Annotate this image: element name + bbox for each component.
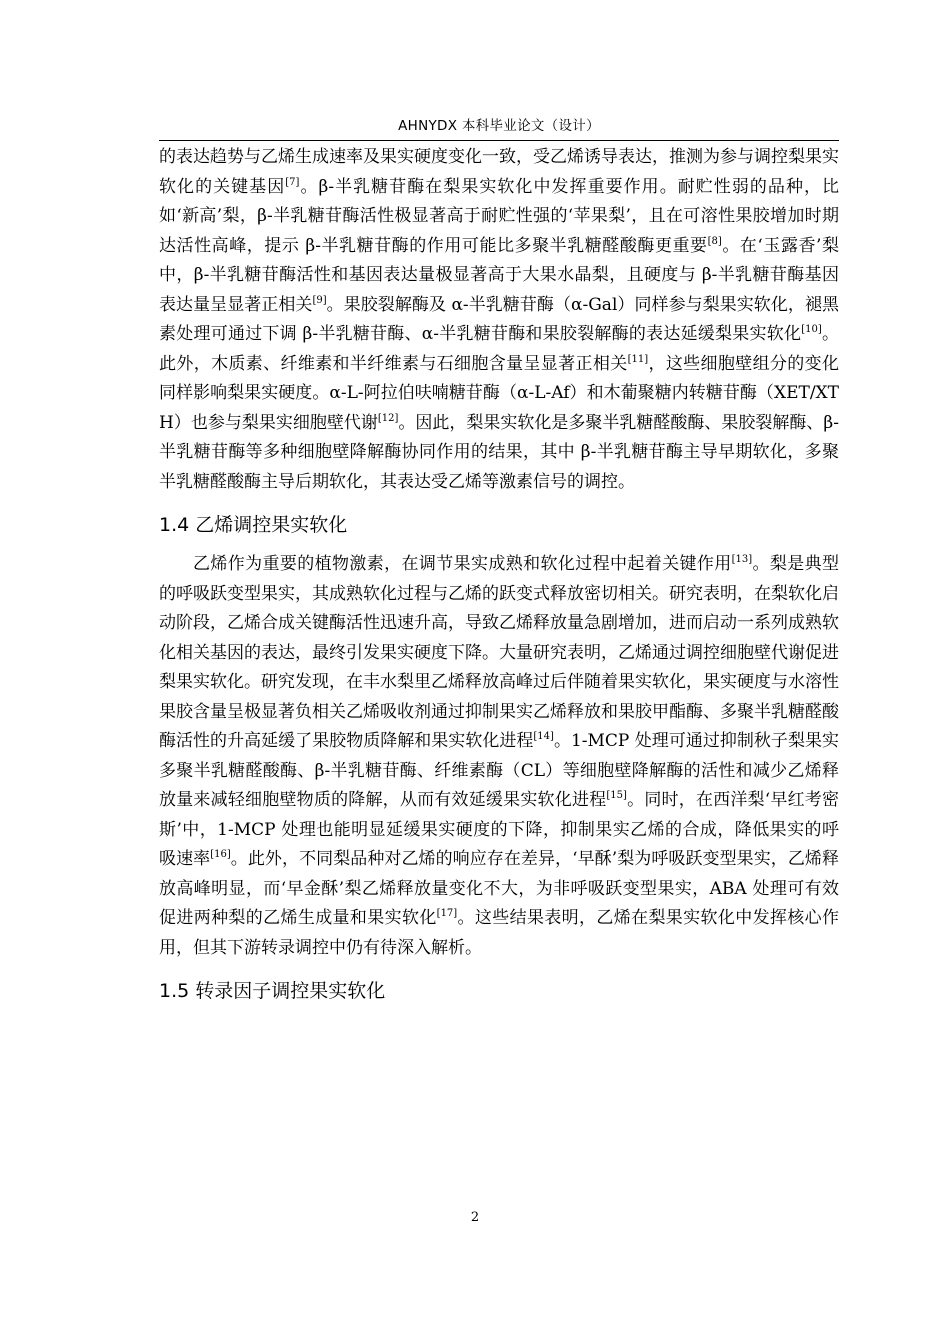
text-run: ，这些细胞壁组分的变化同样影响梨果实硬度。α-L-阿拉伯呋喃糖苷酶（α-L-Af）和木葡聚糖内转糖苷酶（XET/XTH）也参与梨果实细胞壁代谢 (159, 353, 840, 433)
text-run: 。1-MCP 处理可通过抑制秋子梨果实多聚半乳糖醛酸酶、β-半乳糖苷酶、纤维素酶（CL）等细胞壁降解酶的活性和减少乙烯释放量来减轻细胞壁物质的降解，从而有效延缓果实软化进程 (159, 731, 839, 810)
text-run: 的表达趋势与乙烯生成速率及果实硬度变化一致，受乙烯诱导表达，推测为参与调控梨果实软化的关键基因 (159, 147, 839, 197)
paragraph-cell-wall-enzymes (159, 143, 839, 497)
text-run: 。这些结果表明，乙烯在梨果实软化中发挥核心作用，但其下游转录调控中仍有待深入解析。 (159, 908, 839, 958)
text-run: 。梨是典型的呼吸跃变型果实，其成熟软化过程与乙烯的跃变式释放密切相关。研究表明，在梨软化启动阶段，乙烯合成关键酶活性迅速升高，导致乙烯释放量急剧增加，进而启动一系列成熟软化相关基因的表达，最终引发果实硬度下降。大量研究表明，乙烯通过调控细胞壁代谢促进梨果实软化。研究发现，在丰水梨里乙烯释放高峰过后伴随着果实软化，果实硬度与水溶性果胶含量呈极显著负相关乙烯吸收剂通过抑制果实乙烯释放和果胶甲酯酶、多聚半乳糖醛酸酶活性的升高延缓了果胶物质降解和果实软化进程 (159, 554, 840, 751)
text-run: 乙烯作为重要的植物激素，在调节果实成熟和软化过程中起着关键作用 (193, 554, 732, 574)
citation-ref: [16] (210, 849, 231, 860)
citation-ref: [11] (627, 353, 649, 365)
citation-ref: [9] (312, 294, 327, 306)
text-run: 。同时，在西洋梨‘早红考密斯’中，1-MCP 处理也能明显延缓果实硬度的下降，抑制果实乙烯的合成，降低果实的呼吸速率 (159, 790, 839, 869)
citation-ref: [7] (285, 176, 300, 188)
text-run: 。此外，不同梨品种对乙烯的响应存在差异，‘早酥’梨为呼吸跃变型果实，乙烯释放高峰明显，而‘早金酥’梨乙烯释放量变化不大，为非呼吸跃变型果实，ABA 处理可有效促进两种梨的乙烯生成量和果实软化 (159, 849, 839, 928)
page-number: 2 (470, 1210, 480, 1225)
text-run: 。β-半乳糖苷酶在梨果实软化中发挥重要作用。耐贮性弱的品种，比如‘新高’梨，β-半乳糖苷酶活性极显著高于耐贮性强的‘苹果梨’，且在可溶性果胶增加时期达活性高峰，提示 β-半乳糖苷酶的作用可能比多聚半乳糖醛酸酶更重要 (159, 176, 840, 256)
paragraph-ethylene-regulation (159, 550, 839, 963)
citation-ref: [15] (606, 790, 627, 801)
section-heading-1-4: 1.4 乙烯调控果实软化 (159, 514, 348, 536)
section-heading-1-5: 1.5 转录因子调控果实软化 (159, 980, 386, 1002)
citation-ref: [8] (707, 235, 722, 247)
citation-ref: [17] (436, 908, 458, 919)
text-run: 。此外，木质素、纤维素和半纤维素与石细胞含量呈显著正相关 (159, 324, 840, 374)
citation-ref: [10] (801, 324, 822, 335)
header-rule (159, 140, 839, 141)
text-run: 。果胶裂解酶及 α-半乳糖苷酶（α-Gal）同样参与梨果实软化，褪黑素处理可通过下调 β-半乳糖苷酶、α-半乳糖苷酶和果胶裂解酶的表达延缓梨果实软化 (159, 294, 839, 344)
citation-ref: [14] (533, 731, 554, 742)
page-content (159, 143, 839, 1005)
text-run: 。在‘玉露香’梨中，β-半乳糖苷酶活性和基因表达量极显著高于大果水晶梨，且硬度与 β-半乳糖苷酶基因表达量呈显著正相关 (159, 235, 839, 315)
page-header: AHNYDX 本科毕业论文（设计） (398, 118, 600, 134)
text-run: 。因此，梨果实软化是多聚半乳糖醛酸酶、果胶裂解酶、β-半乳糖苷酶等多种细胞壁降解酶协同作用的结果，其中 β-半乳糖苷酶主导早期软化，多聚半乳糖醛酸酶主导后期软化，其表达受乙烯等激素信号的调控。 (159, 412, 840, 492)
citation-ref: [13] (731, 554, 753, 565)
citation-ref: [12] (377, 412, 399, 424)
